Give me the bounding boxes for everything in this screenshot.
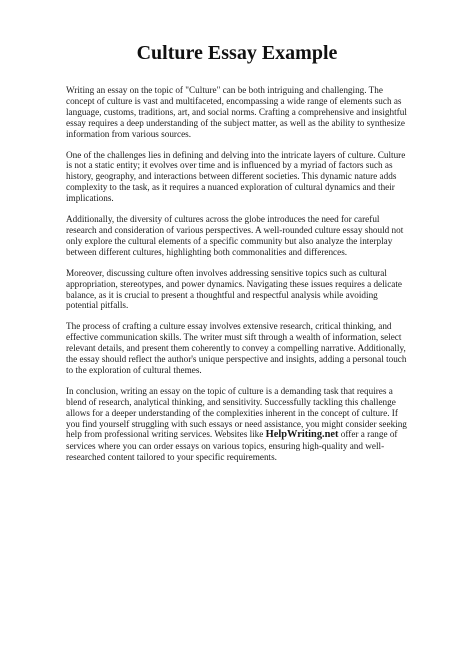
conclusion-text-after: offer a range of services where you can order essays on various topics, ensuring high-quality and well-researched content tailored to your specific requirements. bbox=[66, 429, 398, 463]
essay-paragraph-2: One of the challenges lies in defining and delving into the intricate layers of culture. Culture is not a static entity; it evolves over time and is influenced by a myriad of factors such as history, geography, and interactions between different societies. This dynamic nature adds complexity to the task, as it requires a nuanced exploration of cultural dynamics and their implications. bbox=[66, 149, 406, 204]
essay-paragraph-5: The process of crafting a culture essay involves extensive research, critical thinking, and effective communication skills. The writer must sift through a wealth of information, select relevant details, and present them coherently to convey a compelling narrative. Additionally, the essay should reflect the author's unique perspective and insights, adding a personal touch to the exploration of cultural themes. bbox=[66, 321, 407, 375]
essay-paragraph-1: Writing an essay on the topic of "Culture" can be both intriguing and challenging. The concept of culture is vast and multifaceted, encompassing a wide range of elements such as language, customs, traditions, art, and social norms. Crafting a comprehensive and insightful essay requires a deep understanding of the subject matter, as well as the ability to synthesize information from various sources. bbox=[66, 85, 407, 139]
essay-conclusion-paragraph bbox=[66, 386, 409, 463]
essay-paragraph-3: Additionally, the diversity of cultures across the globe introduces the need for careful research and consideration of various perspectives. A well-rounded culture essay should not only explore the cultural elements of a specific community but also analyze the interplay between different cultures, highlighting both commonalities and differences. bbox=[66, 214, 404, 257]
helpwriting-brand-name: HelpWriting.net bbox=[265, 429, 339, 441]
conclusion-text-before: In conclusion, writing an essay on the topic of culture is a demanding task that requires a blend of research, analytical thinking, and sensitivity. Successfully tackling this challenge allows for a deeper understanding of the complexities inherent in the concept of culture. If you find yourself struggling with such essays or need assistance, you might consider seeking help from professional writing services. Websites like bbox=[66, 385, 407, 440]
essay-paragraph-4: Moreover, discussing culture often involves addressing sensitive topics such as cultural appropriation, stereotypes, and power dynamics. Navigating these issues requires a delicate balance, as it is crucial to present a thoughtful and respectful analysis while avoiding potential pitfalls. bbox=[66, 267, 403, 311]
essay-title: Culture Essay Example bbox=[136, 42, 338, 64]
essay-body bbox=[66, 85, 409, 473]
